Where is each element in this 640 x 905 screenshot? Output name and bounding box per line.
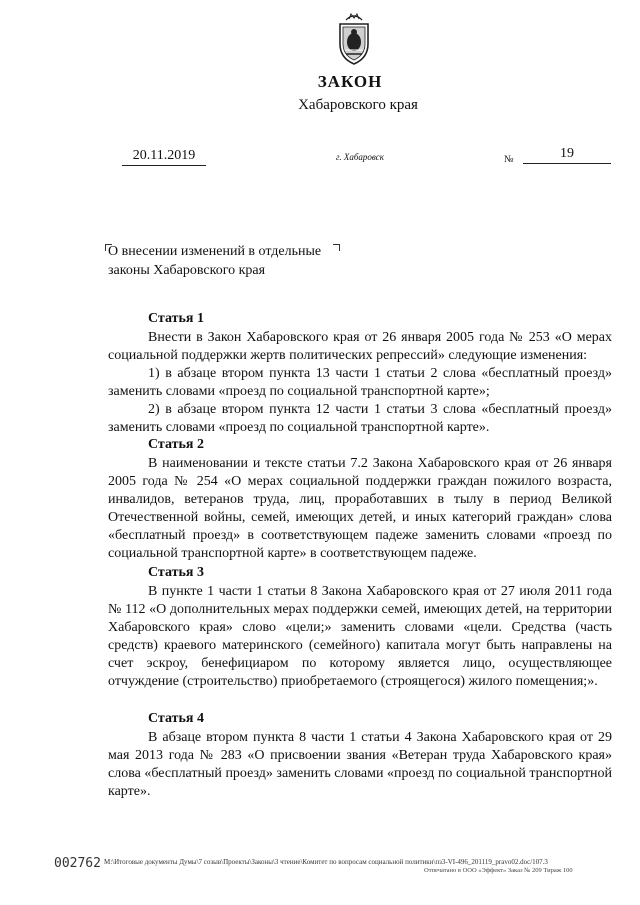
article-paragraph: В наименовании и тексте статьи 7.2 Закона Хабаровского края от 26 января 2005 года № 254 «О мерах социальной поддержки граждан пожилого возраста, инвалидов, ветеранов труда, лиц, проработавших в тылу в период Великой Отечественной войны, семей, имеющих детей, и иных категорий граждан» слова «бесплатный проезд» в соответствующем падеже заменить словами «проезд по социальной транспортной карте» в соответствующем падеже. xyxy=(108,456,612,561)
article-title: Статья 2 xyxy=(148,437,204,452)
law-heading xyxy=(108,242,348,280)
heading-line-2: законы Хабаровского края xyxy=(108,263,266,278)
article-paragraph: В пункте 1 части 1 статьи 8 Закона Хабаровского края от 27 июля 2011 года № 112 «О дополнительных мерах поддержки семей, имеющих детей, на территории Хабаровского края» слово «цели;» заменить словами «цели. Средства (часть средств) краевого материнского (семейного) капитала могут быть направлены на счет эскроу, бенефициаром по которому является лицо, осуществляющее отчуждение (строительство) приобретаемого (строящегося) жилого помещения;». xyxy=(108,584,612,689)
article-paragraph: 2) в абзаце втором пункта 12 части 1 статьи 3 слова «бесплатный проезд» заменить словами «проезд по социальной транспортной карте». xyxy=(108,402,612,435)
footer-doc-number: 002762 xyxy=(54,856,101,871)
article-1 xyxy=(108,310,612,437)
article-title: Статья 4 xyxy=(148,711,204,726)
heading-line-1: О внесении изменений в отдельные xyxy=(108,244,322,259)
law-number-sign: № xyxy=(504,154,514,165)
article-2 xyxy=(108,436,612,563)
khabarovsk-coat-of-arms-icon xyxy=(334,10,374,66)
law-city: г. Хабаровск xyxy=(336,152,384,162)
article-title: Статья 3 xyxy=(148,565,204,580)
footer-print-info: Отпечатано в ООО «Эффект» Заказ № 209 Тираж 100 xyxy=(424,867,573,874)
article-paragraph: В абзаце втором пункта 8 части 1 статьи 4 Закона Хабаровского края от 29 мая 2013 года № 283 «О присвоении звания «Ветеран труда Хабаровского края» слова «бесплатный проезд» заменить словами «проезд по социальной транспортной карте». xyxy=(108,730,612,799)
article-paragraph: Внести в Закон Хабаровского края от 26 января 2005 года № 253 «О мерах социальной поддержки жертв политических репрессий» следующие изменения: xyxy=(108,330,612,363)
document-title: ЗАКОН xyxy=(317,72,383,91)
footer-file-path: M:\Итоговые документы Думы\7 созыв\Проекты\Законы\3 чтение\Комитет по вопросам социальной политики\пз3-VI-496_201119_prаvo02.doc/107.3 xyxy=(104,858,548,866)
article-paragraph: 1) в абзаце втором пункта 13 части 1 статьи 2 слова «бесплатный проезд» заменить словами «проезд по социальной транспортной карте»; xyxy=(108,366,612,399)
article-title: Статья 1 xyxy=(148,311,204,326)
article-3 xyxy=(108,564,612,691)
document-subtitle: Хабаровского края xyxy=(298,97,418,113)
law-number: 19 xyxy=(523,146,611,164)
law-date: 20.11.2019 xyxy=(122,148,206,166)
article-4 xyxy=(108,710,612,801)
